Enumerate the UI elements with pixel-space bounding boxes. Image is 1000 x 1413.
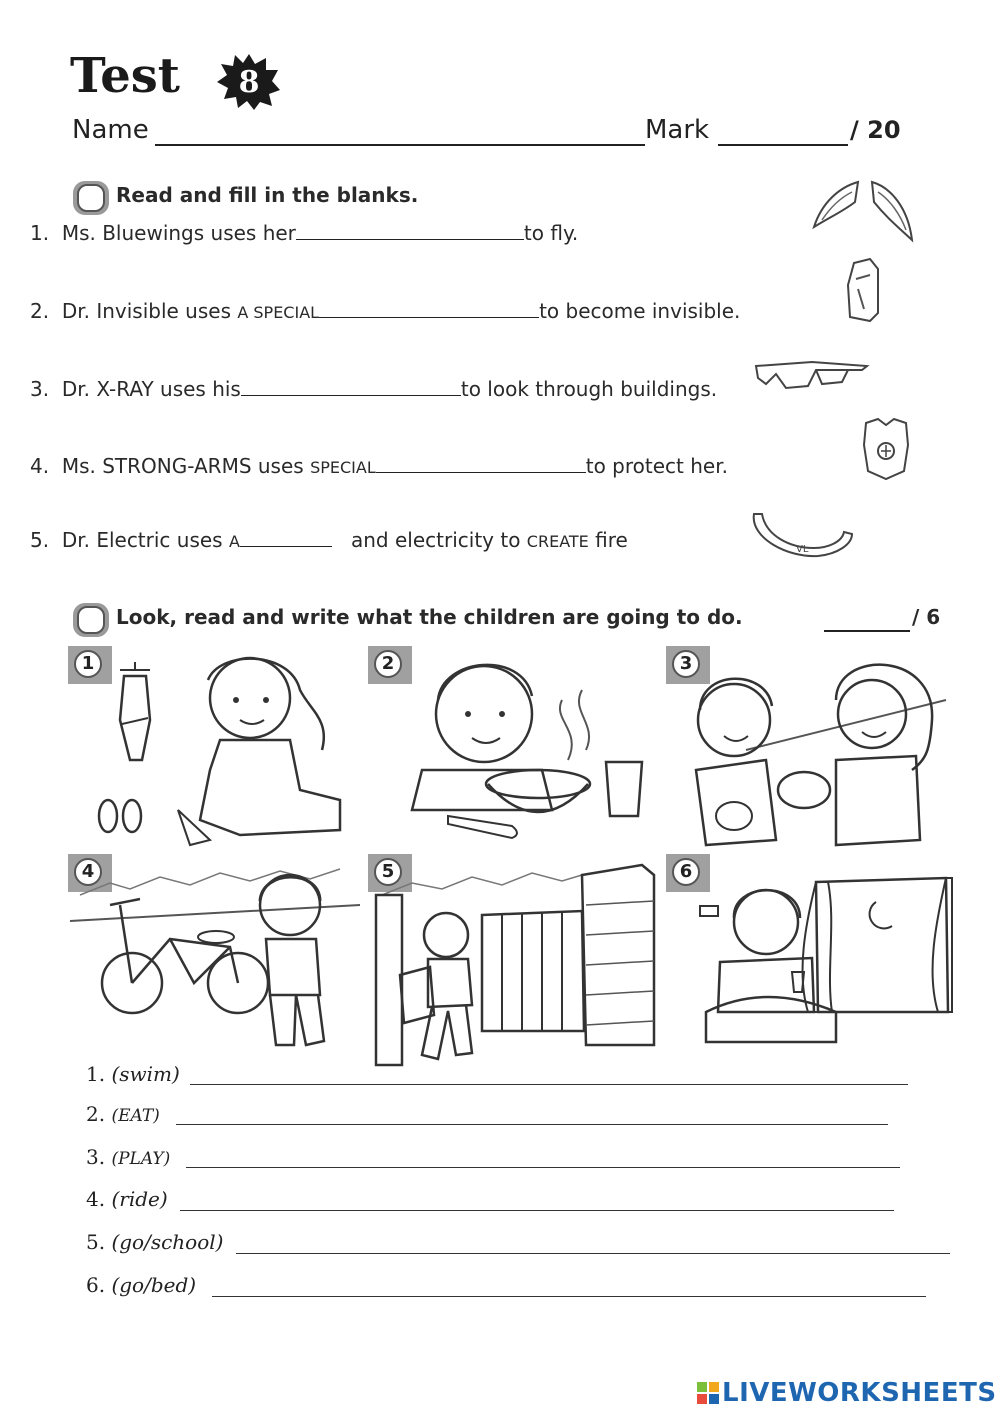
picture-go-school xyxy=(372,855,662,1075)
helmet-icon xyxy=(840,255,890,325)
answer-6-line[interactable] xyxy=(212,1296,926,1297)
answer-5-line[interactable] xyxy=(236,1253,950,1254)
question-4: 4. Ms. STRONG-ARMS uses SPECIAL to protect her. xyxy=(30,454,728,478)
question-3: 3. Dr. X-RAY uses his to look through buildings. xyxy=(30,377,718,401)
blank-4[interactable] xyxy=(376,454,586,473)
name-field[interactable] xyxy=(155,144,645,146)
svg-text:VL: VL xyxy=(796,544,809,555)
necklace-icon xyxy=(748,508,858,568)
picture-go-bed xyxy=(696,862,958,1054)
picture-number-6: 6 xyxy=(666,854,710,892)
mark-label: Mark xyxy=(645,115,710,145)
picture-eat xyxy=(392,640,662,850)
answer-3-line[interactable] xyxy=(186,1167,900,1168)
question-2: 2. Dr. Invisible uses A SPECIAL to become invisible. xyxy=(30,299,741,323)
picture-swim xyxy=(90,640,355,850)
picture-ride xyxy=(70,855,360,1055)
section-2-icon xyxy=(72,602,110,638)
question-5: 5. Dr. Electric uses A and electricity to CREATE fire xyxy=(30,528,628,552)
test-number-badge xyxy=(214,52,284,110)
answer-4-line[interactable] xyxy=(180,1210,894,1211)
picture-number-2: 2 xyxy=(368,646,412,684)
answer-3-label: 3. (PLAY) xyxy=(86,1145,171,1169)
picture-play xyxy=(686,640,956,850)
mark-field[interactable] xyxy=(718,144,848,146)
answer-2-line[interactable] xyxy=(176,1124,888,1125)
section-2-score: / 6 xyxy=(912,605,941,629)
answer-1-line[interactable] xyxy=(190,1084,908,1085)
armor-icon xyxy=(856,415,916,485)
mark-total: / 20 xyxy=(850,116,901,144)
liveworksheets-logo-icon xyxy=(697,1382,719,1404)
answer-5-label: 5. (go/school) xyxy=(86,1230,224,1254)
picture-number-1: 1 xyxy=(68,646,112,684)
blank-3[interactable] xyxy=(241,377,461,396)
blank-5[interactable] xyxy=(240,528,332,547)
liveworksheets-brand[interactable]: LIVEWORKSHEETS xyxy=(722,1378,997,1408)
answer-2-label: 2. (EAT) xyxy=(86,1102,160,1126)
page-title: Test xyxy=(70,48,180,104)
section-1-icon xyxy=(72,180,110,216)
blank-1[interactable] xyxy=(296,221,524,240)
answer-4-label: 4. (ride) xyxy=(86,1187,168,1211)
answer-6-label: 6. (go/bed) xyxy=(86,1273,197,1297)
answer-1-label: 1. (swim) xyxy=(86,1062,180,1086)
picture-number-3: 3 xyxy=(666,646,710,684)
section-2-title: Look, read and write what the children are going to do. xyxy=(116,605,743,629)
section-2-score-field[interactable] xyxy=(824,630,910,632)
wings-icon xyxy=(810,172,920,247)
name-label: Name xyxy=(72,115,149,145)
picture-number-5: 5 xyxy=(368,854,412,892)
blank-2[interactable] xyxy=(319,299,539,318)
picture-number-4: 4 xyxy=(68,854,112,892)
section-1-title: Read and fill in the blanks. xyxy=(116,183,419,207)
glasses-icon xyxy=(752,352,872,397)
badge-number: 8 xyxy=(238,65,260,100)
question-1: 1. Ms. Bluewings uses her to fly. xyxy=(30,221,579,245)
